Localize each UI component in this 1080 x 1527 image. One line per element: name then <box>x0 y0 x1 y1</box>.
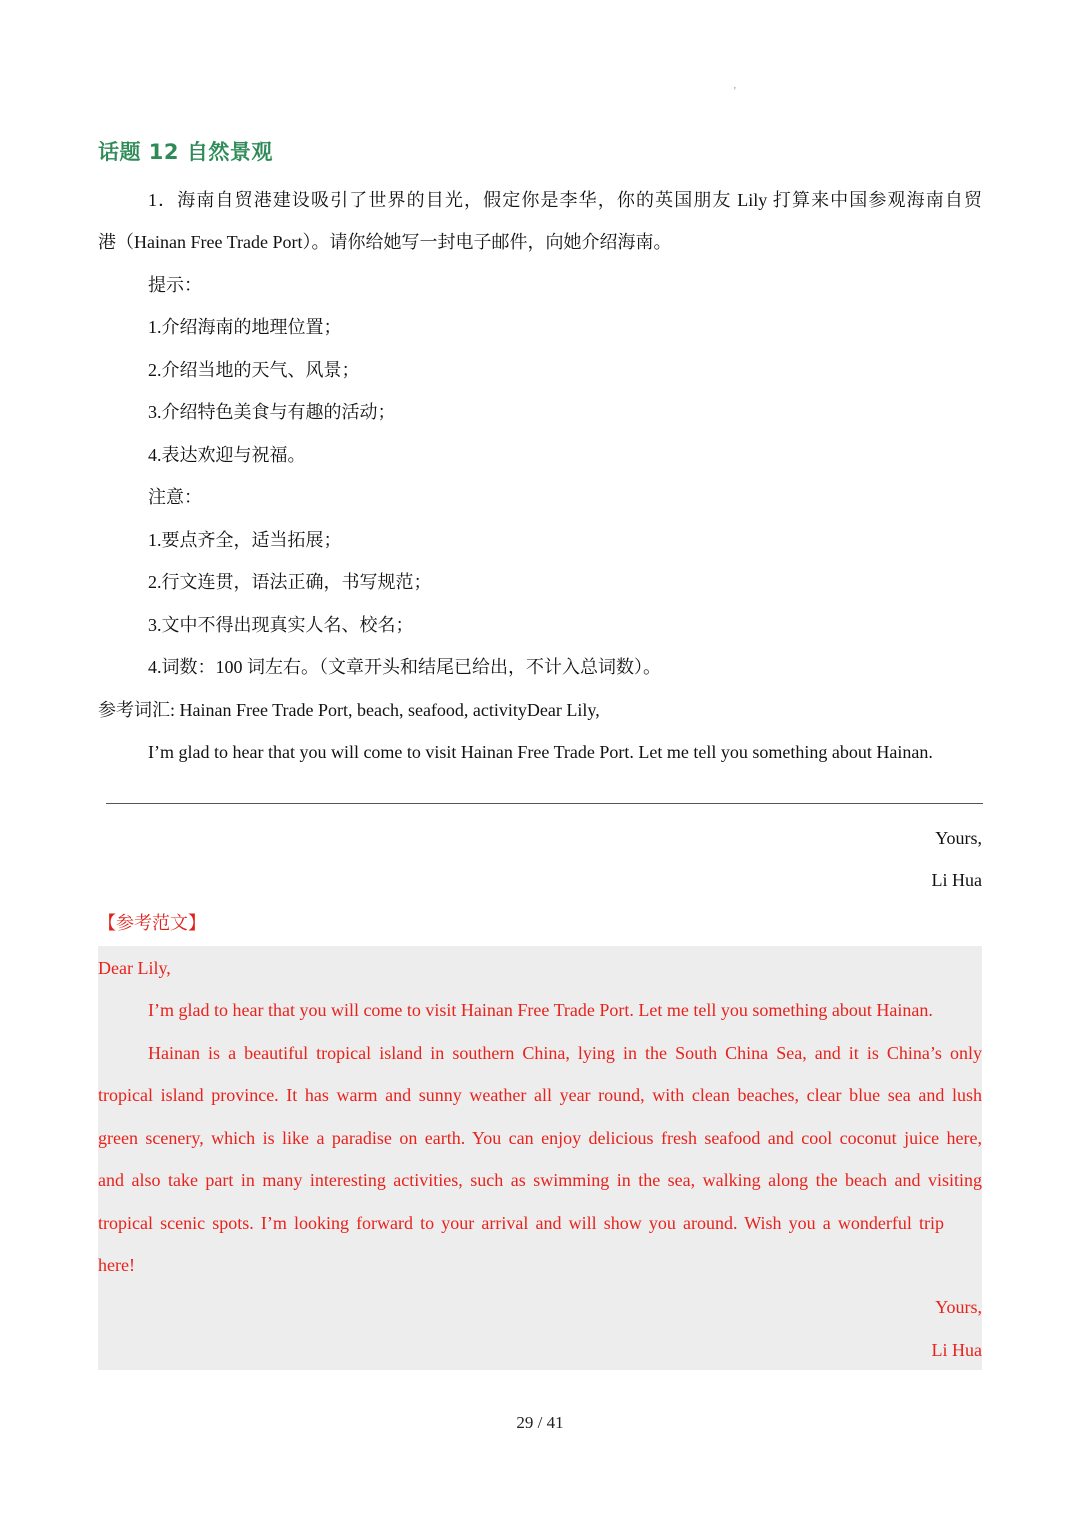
note-item-3: 3.文中不得出现真实人名、校名； <box>148 615 414 635</box>
topic-title: 话题 12 自然景观 <box>98 140 273 164</box>
letter-signature: Li Hua <box>931 870 982 890</box>
hint-item-2: 2.介绍当地的天气、风景； <box>148 360 360 380</box>
sample-paragraph-2-line-2: tropical island province. It has warm and sunny weather all year round, with clean beaches, clear blue sea and lush <box>98 1085 982 1105</box>
hint-item-3: 3.介绍特色美食与有趣的活动； <box>148 402 396 422</box>
note-item-4: 4.词数：100 词左右。（文章开头和结尾已给出，不计入总词数）。 <box>148 657 661 677</box>
sample-paragraph-2-line-3: green scenery, which is like a paradise on earth. You can enjoy delicious fresh seafood and cool coconut juice here, <box>98 1128 982 1148</box>
hint-label: 提示： <box>148 275 202 295</box>
question-text-line-1: 1．海南自贸港建设吸引了世界的目光，假定你是李华，你的英国朋友 Lily 打算来中国参观海南自贸 <box>148 190 982 210</box>
note-label: 注意： <box>148 487 202 507</box>
tick-mark: ' <box>734 86 736 97</box>
sample-signature: Li Hua <box>931 1340 982 1360</box>
sample-paragraph-1: I’m glad to hear that you will come to visit Hainan Free Trade Port. Let me tell you something about Hainan. <box>148 1000 933 1020</box>
sample-essay-label: 【参考范文】 <box>98 913 206 933</box>
hint-item-1: 1.介绍海南的地理位置； <box>148 317 342 337</box>
sample-paragraph-2-line-6: here! <box>98 1255 135 1275</box>
note-item-2: 2.行文连贯，语法正确，书写规范； <box>148 572 432 592</box>
answer-writing-line <box>106 803 983 804</box>
vocabulary-line: 参考词汇: Hainan Free Trade Port, beach, seafood, activityDear Lily, <box>98 700 600 720</box>
letter-opening-line: I’m glad to hear that you will come to visit Hainan Free Trade Port. Let me tell you something about Hainan. <box>148 742 933 762</box>
page-number: 29 / 41 <box>516 1413 564 1432</box>
question-text-line-2: 港（Hainan Free Trade Port）。请你给她写一封电子邮件，向她介绍海南。 <box>98 232 672 252</box>
letter-closing: Yours, <box>935 828 982 848</box>
sample-paragraph-2-line-5: tropical scenic spots. I’m looking forward to your arrival and will show you around. Wish you a wonderful trip <box>98 1213 944 1233</box>
sample-paragraph-2-line-4: and also take part in many interesting activities, such as swimming in the sea, walking along the beach and visiting <box>98 1170 982 1190</box>
note-item-1: 1.要点齐全，适当拓展； <box>148 530 342 550</box>
hint-item-4: 4.表达欢迎与祝福。 <box>148 445 306 465</box>
sample-closing: Yours, <box>935 1297 982 1317</box>
sample-paragraph-2-line-1: Hainan is a beautiful tropical island in southern China, lying in the South China Sea, and it is China’s only <box>148 1043 982 1063</box>
sample-greeting: Dear Lily, <box>98 958 171 978</box>
